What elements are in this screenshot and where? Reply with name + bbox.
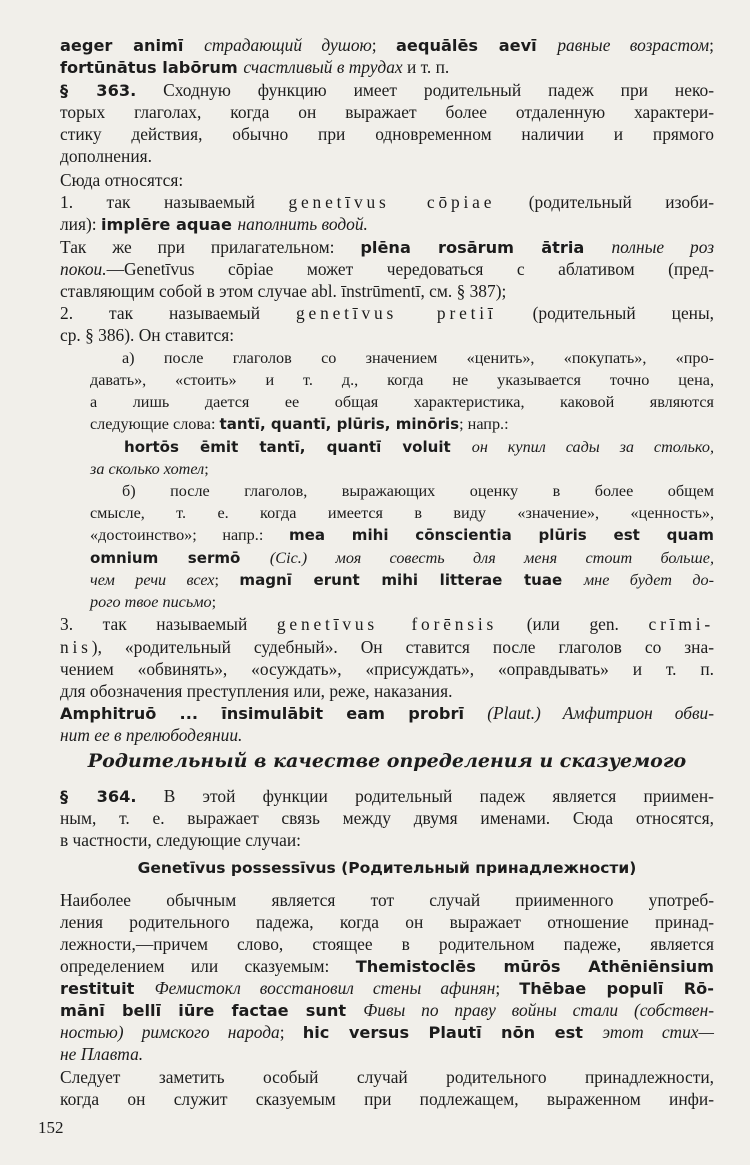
text-run: 1. так называемый: [60, 192, 289, 212]
latin-example: aequālēs aevī: [396, 36, 558, 55]
text-run: б) после глаголов, выражающих оценку в более общем: [122, 482, 714, 500]
text-run: ;: [204, 460, 209, 478]
text-line: [90, 413, 714, 435]
text-run: ставляющим собой в этом случае abl. īnstrūmentī, см. § 387);: [60, 281, 507, 301]
text-run: ;: [214, 571, 240, 589]
text-run: Наиболее обычным является тот случай приименного употреб-: [60, 890, 714, 910]
text-line: [90, 369, 714, 391]
text-run: для обозначения преступления или, реже, наказания.: [60, 681, 453, 701]
text-line: [60, 911, 714, 933]
latin-example: mānī bellī iūre factae sunt: [60, 1001, 364, 1020]
spaced-term: nis: [60, 637, 92, 657]
text-line: [90, 524, 714, 546]
latin-example: Thēbae populī Rō-: [519, 979, 714, 998]
spaced-term: genetīvus cōpiae: [288, 192, 496, 212]
translation-text: этот стих—: [602, 1022, 714, 1042]
text-line: [60, 79, 714, 102]
text-line: [60, 933, 714, 955]
text-line: [60, 324, 714, 346]
text-line: [90, 569, 714, 591]
translation-text: чем речи всех: [90, 571, 215, 589]
text-line: [90, 547, 714, 569]
text-line: [90, 391, 714, 413]
text-run: (или gen.: [497, 614, 649, 634]
latin-example: plēna rosārum ātria: [360, 238, 612, 257]
text-run: (родительный изоби-: [495, 192, 714, 212]
latin-example: Amphitruō ... īnsimulābit eam probrī: [60, 704, 488, 723]
text-line: [60, 785, 714, 808]
text-line: [124, 436, 714, 458]
text-run: ), «родительный судебный». Он ставится после глаголов со зна-: [91, 637, 714, 657]
text-run: давать», «стоить» и т. д., когда не указывается точно цена,: [90, 371, 714, 389]
text-run: Так же при прилагательном:: [60, 237, 361, 257]
text-run: Следует заметить особый случай родительного принадлежности,: [60, 1067, 714, 1087]
text-run: а лишь дается ее общая характеристика, каковой являются: [90, 393, 714, 411]
translation-text: равные возрастом: [557, 35, 710, 55]
latin-example: tantī, quantī, plūris, minōris: [219, 415, 460, 433]
text-line: [60, 169, 714, 191]
text-line: [90, 458, 714, 480]
text-line: [122, 347, 714, 369]
text-run: и т. п.: [402, 57, 450, 77]
text-run: ным, т. е. выражает связь между двумя именами. Сюда относятся,: [60, 808, 714, 828]
latin-example: aeger animī: [60, 36, 205, 55]
latin-example: fortūnātus labōrum: [60, 58, 244, 77]
text-line: [60, 56, 714, 79]
text-run: ;: [211, 593, 217, 611]
translation-text: покои.: [60, 259, 107, 279]
text-run: (родительный цены,: [496, 303, 715, 323]
text-run: смысле, т. е. когда имеется в виду «значение», «ценность»,: [90, 504, 714, 522]
text-line: [60, 807, 714, 829]
section-heading: Родительный в качестве определения и сказуемого: [87, 750, 687, 772]
text-line: [60, 236, 714, 259]
latin-example: hic versus Plautī nōn est: [302, 1023, 603, 1042]
text-run: Сходную функцию имеет родительный падеж при неко-: [136, 80, 714, 100]
text-line: [60, 636, 714, 658]
translation-text: мне будет до-: [583, 571, 715, 589]
text-run: ;: [709, 35, 715, 55]
text-run: 2. так называемый: [60, 303, 296, 323]
latin-example: magnī erunt mihi litterae tuae: [239, 571, 584, 589]
text-run: следующие слова:: [90, 415, 220, 433]
latin-example: § 363.: [60, 81, 137, 100]
text-line: [60, 658, 714, 680]
text-line: [90, 591, 714, 613]
text-run: ;: [371, 35, 397, 55]
text-line: [60, 258, 714, 280]
text-line: [60, 999, 714, 1022]
text-line: [60, 145, 714, 167]
translation-text: (Plaut.) Амфитрион обви-: [487, 703, 714, 723]
text-line: [60, 101, 714, 123]
text-line: [60, 191, 714, 213]
text-line: [60, 1066, 714, 1088]
translation-text: (Cic.) моя совесть для меня стоит больше,: [269, 549, 714, 567]
latin-example: restituit: [60, 979, 155, 998]
translation-text: счастливый в трудах: [243, 57, 403, 77]
text-line: [60, 724, 714, 746]
translation-text: нит ее в прелюбодеянии.: [60, 725, 243, 745]
text-line: [60, 302, 714, 324]
translation-text: страдающий душою: [204, 35, 372, 55]
text-run: ;: [279, 1022, 303, 1042]
text-run: дополнения.: [60, 146, 152, 166]
text-run: 3. так называемый: [60, 614, 277, 634]
text-line: [122, 480, 714, 502]
text-line: [60, 34, 714, 57]
text-run: стику действия, обычно при одновременном наличии и прямого: [60, 124, 714, 144]
text-line: [60, 280, 714, 302]
translation-text: он купил сады за столько,: [471, 438, 714, 456]
text-run: Сюда относятся:: [60, 170, 184, 190]
translation-text: полные роз: [611, 237, 714, 257]
spaced-term: genetīvus pretiī: [296, 303, 497, 323]
text-line: [60, 829, 714, 851]
text-run: ;: [495, 978, 520, 998]
latin-example: Themistoclēs mūrōs Athēniēnsium: [355, 957, 714, 976]
text-run: ср. § 386). Он ставится:: [60, 325, 235, 345]
latin-example: mea mihi cōnscientia plūris est quam: [288, 526, 714, 544]
text-line: [60, 1021, 714, 1044]
text-line: [60, 613, 714, 635]
text-line: [60, 955, 714, 978]
text-run: «достоинство»; напр.:: [90, 526, 289, 544]
page-number: 152: [38, 1118, 64, 1137]
translation-text: рого твое письмо: [90, 593, 212, 611]
text-run: когда он служит сказуемым при подлежащем, выраженном инфи-: [60, 1089, 714, 1109]
spaced-term: crīmi-: [648, 614, 714, 634]
spaced-term: genetīvus forēnsis: [276, 614, 498, 634]
text-line: [60, 889, 714, 911]
text-run: торых глаголах, когда он выражает более отдаленную характери-: [60, 102, 714, 122]
text-line: [60, 680, 714, 702]
text-run: ления родительного падежа, когда он выражает отношение принад-: [60, 912, 714, 932]
latin-example: omnium sermō: [90, 549, 270, 567]
text-run: определением или сказуемым:: [60, 956, 356, 976]
text-run: В этой функции родительный падеж является приимен-: [136, 786, 714, 806]
subsection-heading: Genetīvus possessīvus (Родительный принадлежности): [137, 859, 637, 877]
text-run: лежности,—причем слово, стоящее в родительном падеже, является: [60, 934, 714, 954]
text-line: [60, 123, 714, 145]
text-run: в частности, следующие случаи:: [60, 830, 301, 850]
text-run: а) после глаголов со значением «ценить», «покупать», «про-: [122, 349, 714, 367]
translation-text: Фивы по праву войны стали (собствен-: [363, 1000, 714, 1020]
text-line: [60, 213, 714, 236]
translation-text: за сколько хотел: [90, 460, 205, 478]
translation-text: не Плавта.: [60, 1044, 144, 1064]
translation-text: Фемистокл восстановил стены афинян: [154, 978, 496, 998]
latin-example: implēre aquae: [100, 215, 238, 234]
latin-example: hortōs ēmit tantī, quantī voluit: [124, 438, 472, 456]
translation-text: ностью) римского народа: [60, 1022, 280, 1042]
text-line: [60, 702, 714, 725]
translation-text: наполнить водой.: [237, 214, 368, 234]
text-line: [60, 977, 714, 1000]
text-run: —Genetīvus cōpiae может чередоваться с аблативом (пред-: [106, 259, 714, 279]
latin-example: § 364.: [60, 787, 137, 806]
text-line: [60, 1088, 714, 1110]
text-run: чением «обвинять», «осуждать», «присуждать», «оправдывать» и т. п.: [60, 659, 714, 679]
text-line: [60, 1043, 714, 1065]
text-line: [90, 502, 714, 524]
text-run: ; напр.:: [459, 415, 509, 433]
text-run: лия):: [60, 214, 101, 234]
